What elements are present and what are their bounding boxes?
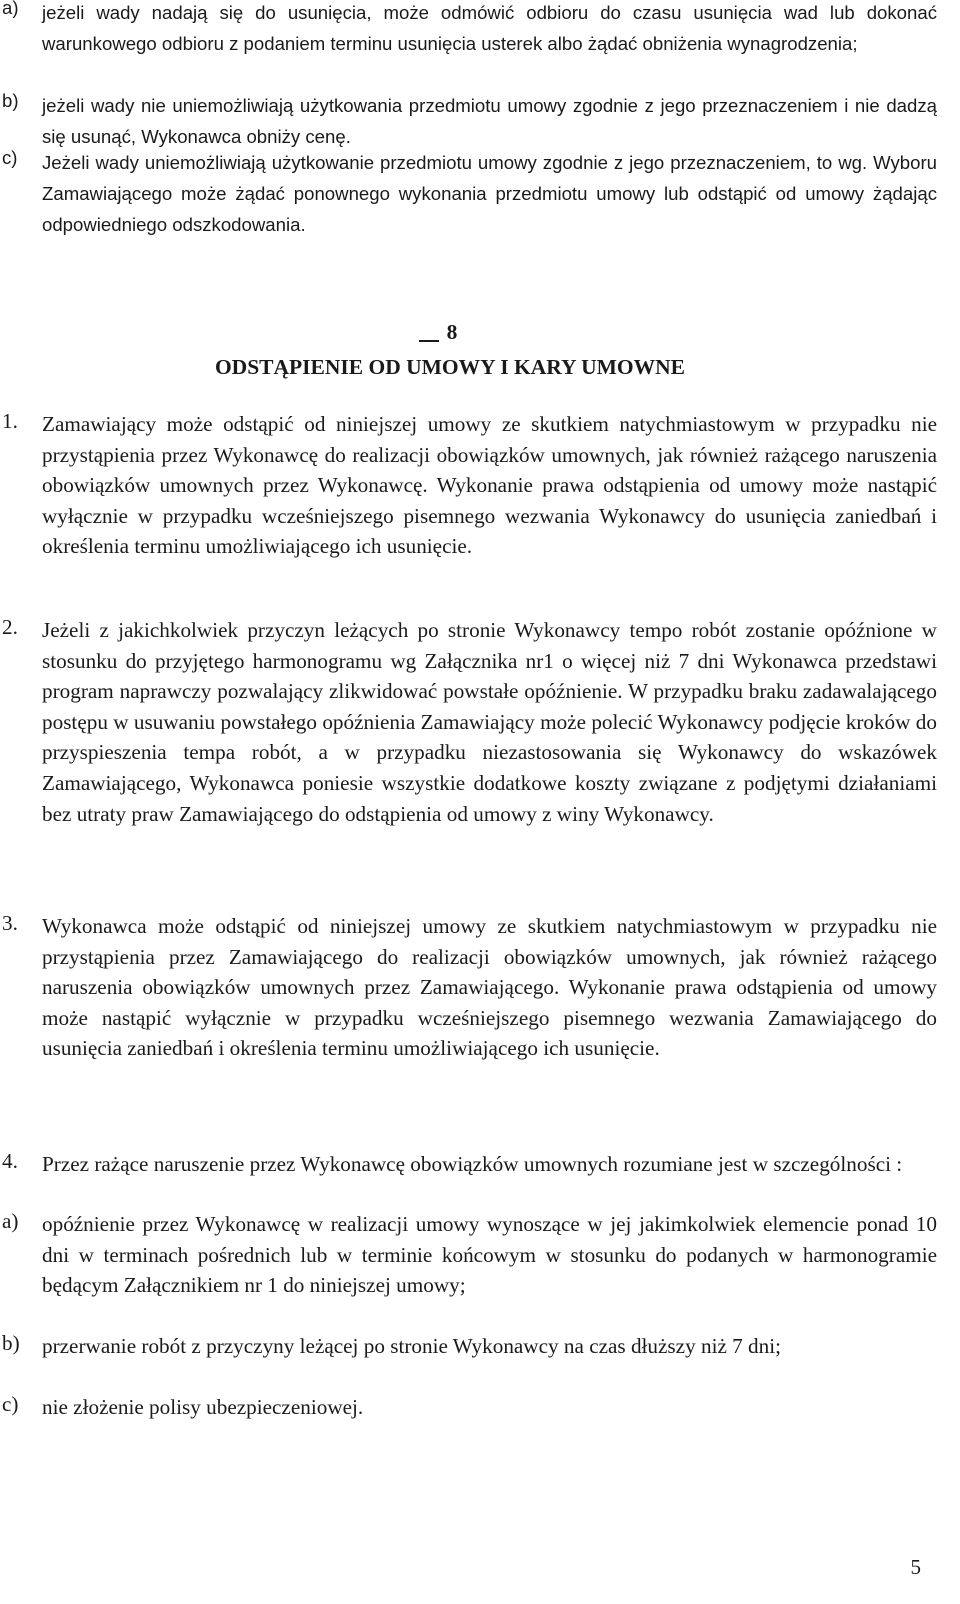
numbered-point: [2, 409, 937, 562]
list-item: [2, 1209, 937, 1301]
section-heading: [0, 320, 900, 380]
list-marker: a): [2, 1209, 19, 1233]
numbered-point: [2, 1149, 937, 1180]
point-text: Przez rażące naruszenie przez Wykonawcę obowiązków umownych rozumiane jest w szczególności :: [42, 1152, 903, 1176]
numbered-point: [2, 911, 937, 1064]
list-marker: a): [2, 0, 19, 18]
list-item: [2, 90, 937, 152]
point-marker: 4.: [2, 1149, 18, 1173]
list-item: [2, 147, 937, 240]
list-item: [2, 1331, 937, 1362]
point-text: Jeżeli z jakichkolwiek przyczyn leżących po stronie Wykonawcy tempo robót zostanie opóźnione w stosunku do przyjętego harmonogramu wg Załącznika nr1 o więcej niż 7 dni Wykonawca przedstawi program naprawczy pozwalający zlikwidować powstałe opóźnienie. W przypadku braku zadawalającego postępu w usuwaniu powstałego opóźnienia Zamawiający może polecić Wykonawcy podjęcie kroków do przyspieszenia tempa robót, a w przypadku niezastosowania się Wykonawcy do wskazówek Zamawiającego, Wykonawca poniesie wszystkie dodatkowe koszty związane z podjętymi działaniami bez utraty praw Zamawiającego do odstąpienia od umowy z winy Wykonawcy.: [42, 618, 937, 826]
section-number: 8: [443, 320, 458, 345]
list-marker: c): [2, 147, 18, 168]
list-item-text: jeżeli wady nie uniemożliwiają użytkowania przedmiotu umowy zgodnie z jego przeznaczeniem i nie dadzą się usunąć, Wykonawca obniży cenę.: [42, 95, 937, 147]
list-marker: b): [2, 1331, 20, 1355]
list-item-text: opóźnienie przez Wykonawcę w realizacji umowy wynoszące w jej jakimkolwiek elemencie ponad 10 dni w terminach pośrednich lub w terminie końcowym w stosunku do podanych w harmonogramie będącym Załącznikiem nr 1 do niniejszej umowy;: [42, 1212, 937, 1298]
point-marker: 3.: [2, 911, 18, 935]
list-marker: c): [2, 1392, 19, 1416]
numbered-point: [2, 615, 937, 829]
point-text: Wykonawca może odstąpić od niniejszej umowy ze skutkiem natychmiastowym w przypadku nie przystąpienia przez Zamawiającego do realizacji obowiązków umownych, jak również rażącego naruszenia obowiązków umownych przez Zamawiającego. Wykonanie prawa odstąpienia od umowy może nastąpić wyłącznie w przypadku wcześniejszego pisemnego wezwania Zamawiającego do usunięcia zaniedbań i określenia terminu umożliwiającego ich usunięcie.: [42, 914, 937, 1061]
point-marker: 2.: [2, 615, 18, 639]
page-number: 5: [910, 1555, 921, 1579]
list-marker: b): [2, 90, 19, 111]
list-item: [2, 1392, 937, 1423]
section-title: ODSTĄPIENIE OD UMOWY I KARY UMOWNE: [214, 355, 686, 379]
point-marker: 1.: [2, 409, 18, 433]
list-item-text: jeżeli wady nadają się do usunięcia, może odmówić odbioru do czasu usunięcia wad lub dokonać warunkowego odbioru z podaniem terminu usunięcia usterek albo żądać obniżenia wynagrodzenia;: [42, 2, 937, 54]
list-item-text: przerwanie robót z przyczyny leżącej po stronie Wykonawcy na czas dłuższy niż 7 dni;: [42, 1334, 782, 1358]
list-item-text: Jeżeli wady uniemożliwiają użytkowanie przedmiotu umowy zgodnie z jego przeznaczeniem, to wg. Wyboru Zamawiającego może żądać ponownego wykonania przedmiotu umowy lub odstąpić od umowy żądając odpowiedniego odszkodowania.: [42, 152, 937, 235]
point-text: Zamawiający może odstąpić od niniejszej umowy ze skutkiem natychmiastowym w przypadku nie przystąpienia przez Wykonawcę do realizacji obowiązków umownych, jak również rażącego naruszenia obowiązków umownych przez Wykonawcę. Wykonanie prawa odstąpienia od umowy może nastąpić wyłącznie w przypadku wcześniejszego pisemnego wezwania Wykonawcy do usunięcia zaniedbań i określenia terminu umożliwiającego ich usunięcie.: [42, 412, 937, 559]
list-item: [2, 0, 937, 59]
list-item-text: nie złożenie polisy ubezpieczeniowej.: [42, 1395, 364, 1419]
